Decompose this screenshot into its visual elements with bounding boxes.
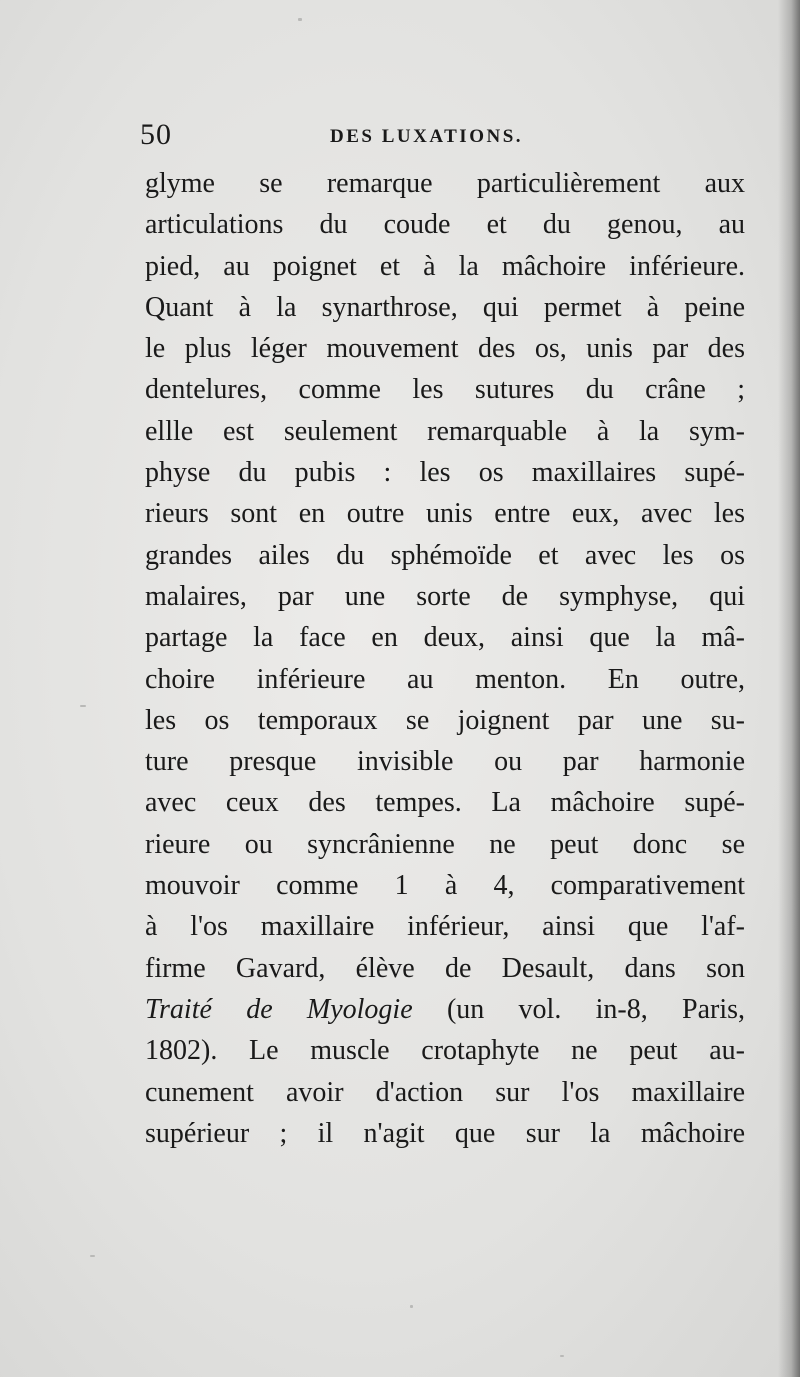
paper-speck bbox=[560, 1355, 564, 1357]
text-line: grandes ailes du sphémoïde et avec les os bbox=[145, 539, 745, 571]
citation-detail: (un vol. in-8, Paris, bbox=[412, 993, 745, 1025]
running-head: DES LUXATIONS. bbox=[330, 126, 524, 147]
text-line: 1802). Le muscle crotaphyte ne peut au- bbox=[145, 1035, 745, 1067]
text-line: le plus léger mouvement des os, unis par des bbox=[145, 333, 745, 365]
text-line: physe du pubis : les os maxillaires supé- bbox=[145, 457, 745, 489]
text-line: malaires, par une sorte de symphyse, qui bbox=[145, 580, 745, 612]
paper-speck bbox=[80, 705, 86, 707]
text-line: rieure ou syncrânienne ne peut donc se bbox=[145, 828, 745, 860]
text-line: articulations du coude et du genou, au bbox=[145, 209, 745, 241]
paper-speck bbox=[298, 18, 302, 21]
text-line-with-title bbox=[145, 989, 745, 1030]
text-line: ture presque invisible ou par harmonie bbox=[145, 746, 745, 778]
text-line: partage la face en deux, ainsi que la mâ- bbox=[145, 622, 745, 654]
paper-speck bbox=[410, 1305, 413, 1308]
text-line: choire inférieure au menton. En outre, bbox=[145, 663, 745, 695]
book-title: Traité de Myologie bbox=[145, 993, 413, 1025]
paper-speck bbox=[90, 1255, 95, 1257]
text-line: mouvoir comme 1 à 4, comparativement bbox=[145, 870, 745, 902]
text-line: Quant à la synarthrose, qui permet à peine bbox=[145, 291, 745, 323]
text-line: firme Gavard, élève de Desault, dans son bbox=[145, 952, 745, 984]
body-text bbox=[145, 163, 745, 1154]
text-line: glyme se remarque particulièrement aux bbox=[145, 168, 745, 199]
text-line: rieurs sont en outre unis entre eux, avec les bbox=[145, 498, 745, 530]
page-number: 50 bbox=[140, 118, 172, 151]
text-line: les os temporaux se joignent par une su- bbox=[145, 704, 745, 736]
text-line: à l'os maxillaire inférieur, ainsi que l'af- bbox=[145, 911, 745, 943]
text-line: avec ceux des tempes. La mâchoire supé- bbox=[145, 787, 745, 819]
text-line: ellle est seulement remarquable à la sym- bbox=[145, 415, 745, 447]
text-line: dentelures, comme les sutures du crâne ; bbox=[145, 374, 745, 406]
page-header bbox=[140, 118, 740, 158]
text-line: supérieur ; il n'agit que sur la mâchoire bbox=[145, 1117, 745, 1149]
text-line: pied, au poignet et à la mâchoire inférieure. bbox=[145, 250, 745, 282]
page-edge-shadow bbox=[778, 0, 800, 1377]
text-line: cunement avoir d'action sur l'os maxillaire bbox=[145, 1076, 745, 1108]
